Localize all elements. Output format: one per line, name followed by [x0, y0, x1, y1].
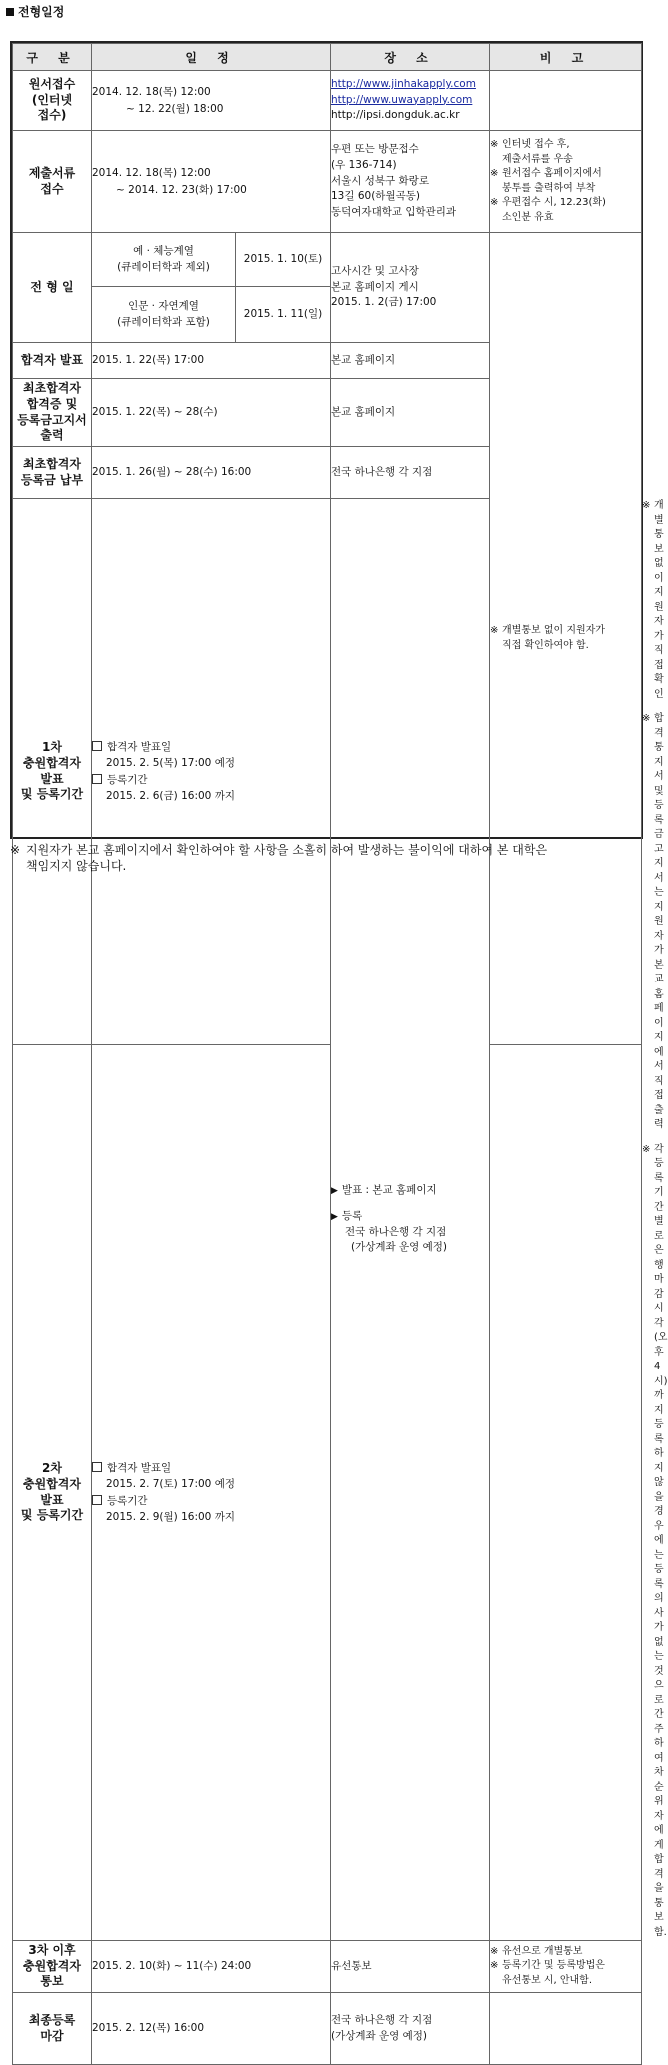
header-note: 비 고 [490, 44, 642, 71]
section-title [6, 3, 64, 20]
category-final: 최종등록 마감 [13, 1993, 92, 2065]
note-docs [490, 131, 642, 233]
triangle-bullet-icon: ▶ [331, 1186, 338, 1196]
row-supp2 [13, 1045, 642, 1941]
supp2-item2: 등록기간 [92, 1493, 330, 1509]
header-row [13, 44, 642, 71]
supp-place-line4: (가상계좌 운영 예정) [351, 1241, 448, 1254]
supp-place-line3: 전국 하나은행 각 지점 [345, 1225, 447, 1238]
note-item: ※ 유선으로 개별통보 [490, 1945, 583, 1957]
schedule-docs-end: ~ 2014. 12. 23(화) 17:00 [116, 183, 247, 196]
checkbox-icon [92, 741, 102, 751]
place-docs-line: 동덕여자대학교 입학관리과 [331, 206, 457, 219]
place-supp [331, 499, 490, 1941]
schedule-final: 2015. 2. 12(목) 16:00 [92, 1993, 331, 2065]
note-final [490, 1993, 642, 2065]
checkbox-icon [92, 1495, 102, 1505]
header-place: 장 소 [331, 44, 490, 71]
place-exam [331, 233, 490, 343]
black-square-icon [6, 8, 14, 16]
supp1-item1-value: 2015. 2. 5(목) 17:00 예정 [106, 757, 235, 770]
exam-humanities-date: 2015. 1. 11(일) [236, 287, 331, 343]
note-item: ※ 인터넷 접수 후, 제출서류를 우송 [490, 139, 573, 165]
category-supp3: 3차 이후 충원합격자 통보 [13, 1941, 92, 1993]
note-item: ※ 등록기간 및 등록방법은 유선통보 시, 안내함. [490, 1960, 605, 1986]
schedule-docs [92, 131, 331, 233]
header-schedule: 일 정 [92, 44, 331, 71]
link-uwayapply[interactable]: http://www.uwayapply.com [331, 93, 473, 106]
exam-arts-label: 예 · 체능계열 (큐레이터학과 제외) [92, 233, 236, 287]
schedule-supp3: 2015. 2. 10(화) ~ 11(수) 24:00 [92, 1941, 331, 1993]
link-dongduk-ipsi: http://ipsi.dongduk.ac.kr [331, 109, 460, 122]
schedule-supp2 [92, 1045, 331, 1941]
supp1-item1: 합격자 발표일 [92, 739, 330, 755]
exam-humanities-label: 인문 · 자연계열 (큐레이터학과 포함) [92, 287, 236, 343]
category-supp2: 2차 충원합격자 발표 및 등록기간 [13, 1045, 92, 1941]
place-result: 본교 홈페이지 [331, 343, 490, 379]
supp-place-line1: ▶ 발표 : 본교 홈페이지 [331, 1184, 437, 1196]
schedule-payment: 2015. 1. 26(월) ~ 28(수) 16:00 [92, 447, 331, 499]
supp1-item2-value: 2015. 2. 6(금) 16:00 까지 [106, 789, 235, 802]
schedule-table [12, 43, 668, 2065]
note-supp3 [490, 1941, 642, 1993]
note-item: ※ 우편접수 시, 12.23(화) 소인분 유효 [490, 197, 606, 223]
row-exam-arts [13, 233, 642, 287]
place-docs-line: 13길 60(하월곡동) [331, 190, 420, 203]
schedule-apply-end: ~ 12. 22(월) 18:00 [126, 102, 224, 115]
place-apply [331, 71, 490, 131]
place-supp3: 유선통보 [331, 1941, 490, 1993]
category-docs: 제출서류 접수 [13, 131, 92, 233]
checkbox-icon [92, 774, 102, 784]
note-item: ※ 개별통보 없이 지원자가 직접 확인하여야 함. [490, 625, 605, 651]
place-exam-line: 2015. 1. 2(금) 17:00 [331, 296, 437, 309]
schedule-supp1 [92, 499, 331, 1045]
category-apply: 원서접수 (인터넷 접수) [13, 71, 92, 131]
row-final [13, 1993, 642, 2065]
place-docs-line: (우 136-714) [331, 158, 397, 171]
supp2-item1: 합격자 발표일 [92, 1460, 330, 1476]
row-apply [13, 71, 642, 131]
category-supp1: 1차 충원합격자 발표 및 등록기간 [13, 499, 92, 1045]
supp2-item2-value: 2015. 2. 9(월) 16:00 까지 [106, 1510, 235, 1523]
place-docs-line: 서울시 성북구 화랑로 [331, 174, 429, 187]
triangle-bullet-icon: ▶ [331, 1211, 338, 1222]
schedule-apply [92, 71, 331, 131]
supp2-item1-value: 2015. 2. 7(토) 17:00 예정 [106, 1478, 235, 1491]
category-exam: 전 형 일 [13, 233, 92, 343]
exam-arts-date: 2015. 1. 10(토) [236, 233, 331, 287]
schedule-docs-start: 2014. 12. 18(목) 12:00 [92, 167, 211, 180]
category-result: 합격자 발표 [13, 343, 92, 379]
header-category: 구 분 [13, 44, 92, 71]
note-apply [490, 71, 642, 131]
supp-place-line2: ▶ 등록 [331, 1209, 363, 1222]
category-payment: 최초합격자 등록금 납부 [13, 447, 92, 499]
place-exam-line: 고사시간 및 고사장 [331, 264, 419, 277]
footnote [10, 842, 645, 874]
row-docs [13, 131, 642, 233]
place-exam-line: 본교 홈페이지 게시 [331, 280, 419, 293]
schedule-result: 2015. 1. 22(목) 17:00 [92, 343, 331, 379]
supp1-item2: 등록기간 [92, 772, 330, 788]
footnote-mark: ※ [10, 843, 21, 857]
schedule-apply-start: 2014. 12. 18(목) 12:00 [92, 86, 211, 99]
row-supp1: 1차 충원합격자 발표 및 등록기간 합격자 발표일 2015. 2. 5(목) 17:00 예정 등록기간 2015. 2. 6(금) 16:00 까지 ▶ 발표 : 본교 홈페이지 ▶ 등록 전국 하나은행 각 지점 (가상계좌 운영 예정) ※ 개별통보 없이 지원자가 직접 확인 ※ 합격통지서 및 등록금 고지서는 지원자가 본교 홈페이지에서 직접 출력 ※ 각 등록 기간별로 은행 마감시각(오후 4시)까지 등록하지 않을 경우에는 등록의사가 없는 것으로 간주하여 차 순위자에게 합격을 통보함. [13, 499, 642, 1045]
place-docs-line: 우편 또는 방문접수 [331, 143, 419, 156]
link-jinhakapply[interactable]: http://www.jinhakapply.com [331, 77, 476, 90]
category-certificate: 최초합격자 합격증 및 등록금고지서 출력 [13, 379, 92, 447]
place-final [331, 1993, 490, 2065]
schedule-certificate: 2015. 1. 22(목) ~ 28(수) [92, 379, 331, 447]
place-payment: 전국 하나은행 각 지점 [331, 447, 490, 499]
place-certificate: 본교 홈페이지 [331, 379, 490, 447]
note-exam-result [490, 233, 642, 1045]
place-final-line: 전국 하나은행 각 지점 [331, 2013, 433, 2026]
checkbox-icon [92, 1462, 102, 1472]
section-title-text: 전형일정 [18, 5, 65, 19]
place-final-line: (가상계좌 운영 예정) [331, 2029, 428, 2042]
footnote-text: 지원자가 본교 홈페이지에서 확인하여야 할 사항을 소홀히 하여 발생하는 불이익에 대하여 본 대학은 책임지지 않습니다. [26, 843, 548, 873]
note-item: ※ 원서접수 홈페이지에서 봉투를 출력하여 부착 [490, 168, 602, 194]
row-supp3 [13, 1941, 642, 1993]
place-docs [331, 131, 490, 233]
